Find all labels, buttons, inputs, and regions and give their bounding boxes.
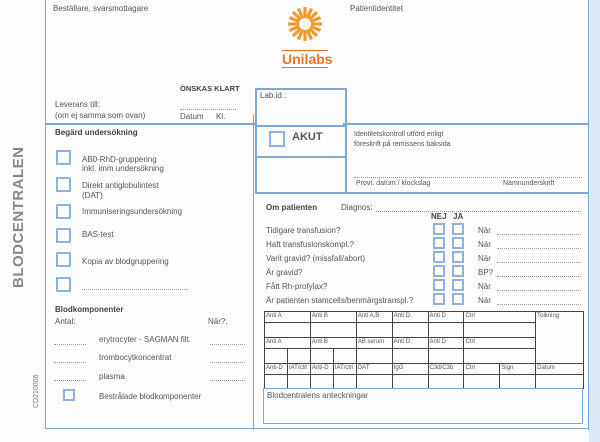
lab-header-cell: Tolkning <box>536 312 584 364</box>
orderer-label: Beställare, svarsmottagare <box>53 4 149 13</box>
lab-cell[interactable] <box>356 375 392 389</box>
erythrocyte-count[interactable] <box>54 344 86 345</box>
erythrocyte-when[interactable] <box>210 344 245 345</box>
date-label: Datum <box>180 112 204 121</box>
question-1: Tidigare transfusion? <box>266 226 341 235</box>
lab-header-cell: Anti D <box>392 338 428 349</box>
lab-cell[interactable] <box>392 349 428 364</box>
urgent-label: AKUT <box>292 131 323 143</box>
lab-header-cell: C3d/C3b <box>428 364 464 375</box>
unilabs-logo <box>282 5 333 67</box>
lab-cell[interactable] <box>536 375 584 389</box>
irradiated-label: Bestrålade blodkomponenter <box>99 392 202 401</box>
lab-header-cell: Anti-D <box>310 364 333 375</box>
patient-id-label: Patientidentitet <box>350 4 403 13</box>
platelet-when[interactable] <box>210 362 245 363</box>
q4-yes-checkbox[interactable] <box>452 265 464 277</box>
lab-cell[interactable] <box>464 349 536 364</box>
identity-text-2: föreskrift på remissens baksida <box>354 141 451 148</box>
sample-signature-line[interactable] <box>354 177 582 178</box>
form-vertical-title: BLODCENTRALEN <box>10 146 27 288</box>
q5-no-checkbox[interactable] <box>433 279 445 291</box>
time-label: Kl. <box>216 112 226 121</box>
notes-box[interactable] <box>263 388 583 424</box>
header-bottom-border-right <box>343 123 589 125</box>
notes-label: Blodcentralens anteckningar <box>267 391 368 400</box>
urgent-box <box>255 124 347 158</box>
lab-header-cell: Sign <box>500 364 536 375</box>
lab-header-cell: Anti D <box>428 338 464 349</box>
lab-header-cell: Anti A <box>265 312 311 323</box>
lab-cell[interactable] <box>356 323 392 338</box>
delivery-label-2: (om ej samma som ovan) <box>55 111 146 120</box>
q2-no-checkbox[interactable] <box>433 237 445 249</box>
blood-components-title: Blodkomponenter <box>55 305 124 314</box>
left-column-right-border <box>253 115 254 430</box>
lab-header-cell: Anti B <box>310 312 356 323</box>
lab-id-box[interactable] <box>255 88 347 127</box>
exam-checkbox-6[interactable] <box>56 277 71 292</box>
header-bottom-border <box>45 123 255 125</box>
lab-cell[interactable] <box>464 323 536 338</box>
platelet-count[interactable] <box>54 362 86 363</box>
q5-when-field[interactable] <box>497 290 581 291</box>
lab-header-cell: IAT/ctrl <box>287 364 310 375</box>
lab-cell[interactable] <box>265 375 288 389</box>
diagnosis-label: Diagnos: <box>341 203 373 212</box>
q5-yes-checkbox[interactable] <box>452 279 464 291</box>
lab-cell[interactable] <box>464 375 500 389</box>
exam-label-1b: inkl. imm undersökning <box>82 164 164 173</box>
lab-results-table <box>264 311 584 389</box>
lab-header-cell: DAT <box>356 364 392 375</box>
q2-when-label: När <box>478 240 491 249</box>
lab-cell[interactable] <box>265 349 288 364</box>
yes-label: JA <box>453 212 464 221</box>
q1-yes-checkbox[interactable] <box>452 223 464 235</box>
exam-checkbox-4[interactable] <box>56 228 71 243</box>
plasma-count[interactable] <box>54 380 86 381</box>
lab-header-cell: Anti D <box>392 312 428 323</box>
q6-no-checkbox[interactable] <box>433 293 445 305</box>
left-column-border <box>45 0 46 428</box>
delivery-label-1: Leverans till: <box>55 100 100 109</box>
lab-header-cell: Anti B <box>310 338 356 349</box>
q5-when-label: När <box>478 282 491 291</box>
right-border <box>588 0 589 430</box>
lab-header-cell: Datum <box>536 364 584 375</box>
logo-text: Unilabs <box>282 51 333 67</box>
exam-label-2b: (DAT) <box>82 191 103 200</box>
when-label: När?: <box>208 317 228 326</box>
lab-header-cell: Anti A,B <box>356 312 392 323</box>
no-label: NEJ <box>431 212 447 221</box>
q4-when-field[interactable] <box>497 276 581 277</box>
patient-section-top-border <box>255 192 589 194</box>
platelet-label: trombocytkoncentrat <box>99 353 172 362</box>
lab-header-cell: AB serum <box>356 338 392 349</box>
q1-when-field[interactable] <box>497 234 581 235</box>
q3-no-checkbox[interactable] <box>433 251 445 263</box>
lab-cell[interactable] <box>356 349 392 364</box>
lab-header-cell: Ctrl <box>464 338 536 349</box>
lab-cell[interactable] <box>500 375 536 389</box>
lab-cell[interactable] <box>333 349 356 364</box>
q2-yes-checkbox[interactable] <box>452 237 464 249</box>
exam-label-3: Immuniseringsundersökning <box>82 207 183 216</box>
question-3: Varit gravid? (missfall/abort) <box>266 254 365 263</box>
question-4: Är gravid? <box>266 268 303 277</box>
exam-checkbox-5[interactable] <box>56 252 71 267</box>
exam-label-4: BAS-test <box>82 230 114 239</box>
form-code: CD210006 <box>33 374 40 408</box>
q3-yes-checkbox[interactable] <box>452 251 464 263</box>
sample-date-label: Provt. datum / klockslag <box>356 180 431 187</box>
orderer-field[interactable] <box>50 14 250 84</box>
lab-cell[interactable] <box>428 375 464 389</box>
lab-header-cell: Anti D <box>428 312 464 323</box>
question-2: Haft transfusionskompl.? <box>266 240 355 249</box>
exam-other-line[interactable] <box>82 289 187 290</box>
right-margin-strip <box>589 0 600 442</box>
exam-label-1a: AB0-RhD-gruppering <box>82 155 157 164</box>
lab-cell[interactable] <box>428 323 464 338</box>
lab-header-cell: IAT/ctrl <box>333 364 356 375</box>
lab-cell[interactable] <box>310 349 333 364</box>
lab-cell[interactable] <box>265 323 311 338</box>
wish-ready-label: ÖNSKAS KLART <box>180 84 240 93</box>
q2-when-field[interactable] <box>497 248 581 249</box>
question-6: Är patienten stamcells/benmärgstranspl.? <box>266 296 414 305</box>
lab-header-cell: Anti A <box>265 338 311 349</box>
exam-label-2a: Direkt antiglobulintest <box>82 181 159 190</box>
lab-cell[interactable] <box>310 375 333 389</box>
lab-cell[interactable] <box>287 375 310 389</box>
exam-checkbox-3[interactable] <box>56 204 71 219</box>
sun-icon <box>282 5 328 45</box>
lab-id-label: Lab.id.: <box>260 91 287 100</box>
q1-no-checkbox[interactable] <box>433 223 445 235</box>
date-dotted-line <box>180 109 236 110</box>
patient-id-field[interactable] <box>348 14 584 84</box>
count-label: Antal: <box>55 317 76 326</box>
question-5: Fått Rh-profylax? <box>266 282 328 291</box>
lab-header-cell: Ctrl <box>464 312 536 323</box>
exam-label-5: Kopia av blodgruppering <box>82 257 169 266</box>
exam-checkbox-2[interactable] <box>56 177 71 192</box>
q6-when-label: När <box>478 296 491 305</box>
lab-header-cell: Anti-D <box>265 364 288 375</box>
signature-label: Namnunderskrift <box>503 180 555 187</box>
lab-cell[interactable] <box>428 349 464 364</box>
q6-when-field[interactable] <box>497 304 581 305</box>
plasma-when[interactable] <box>210 380 245 381</box>
q3-when-field[interactable] <box>497 262 581 263</box>
lab-cell[interactable] <box>392 375 428 389</box>
irradiated-checkbox[interactable] <box>63 389 75 401</box>
identity-text-1: Identitetskontroll utförd enligt <box>354 131 444 138</box>
q4-no-checkbox[interactable] <box>433 265 445 277</box>
patient-title: Om patienten <box>266 203 318 212</box>
requested-exam-title: Begärd undersökning <box>55 128 138 137</box>
q6-yes-checkbox[interactable] <box>452 293 464 305</box>
lab-header-cell: IgG <box>392 364 428 375</box>
lab-cell[interactable] <box>392 323 428 338</box>
exam-checkbox-1[interactable] <box>56 150 71 165</box>
q3-when-label: När <box>478 254 491 263</box>
q4-when-label: BP? <box>478 268 494 277</box>
lab-cell[interactable] <box>287 349 310 364</box>
urgent-empty-box <box>255 158 347 192</box>
diagnosis-field[interactable] <box>376 211 581 212</box>
q1-when-label: När <box>478 226 491 235</box>
lab-cell[interactable] <box>310 323 356 338</box>
lab-cell[interactable] <box>333 375 356 389</box>
bottom-border <box>45 428 589 429</box>
erythrocyte-label: erytrocyter - SAGMAN filt. <box>99 335 192 344</box>
lab-header-cell: Ctrl <box>464 364 500 375</box>
plasma-label: plasma <box>99 372 125 381</box>
urgent-checkbox[interactable] <box>269 131 285 147</box>
